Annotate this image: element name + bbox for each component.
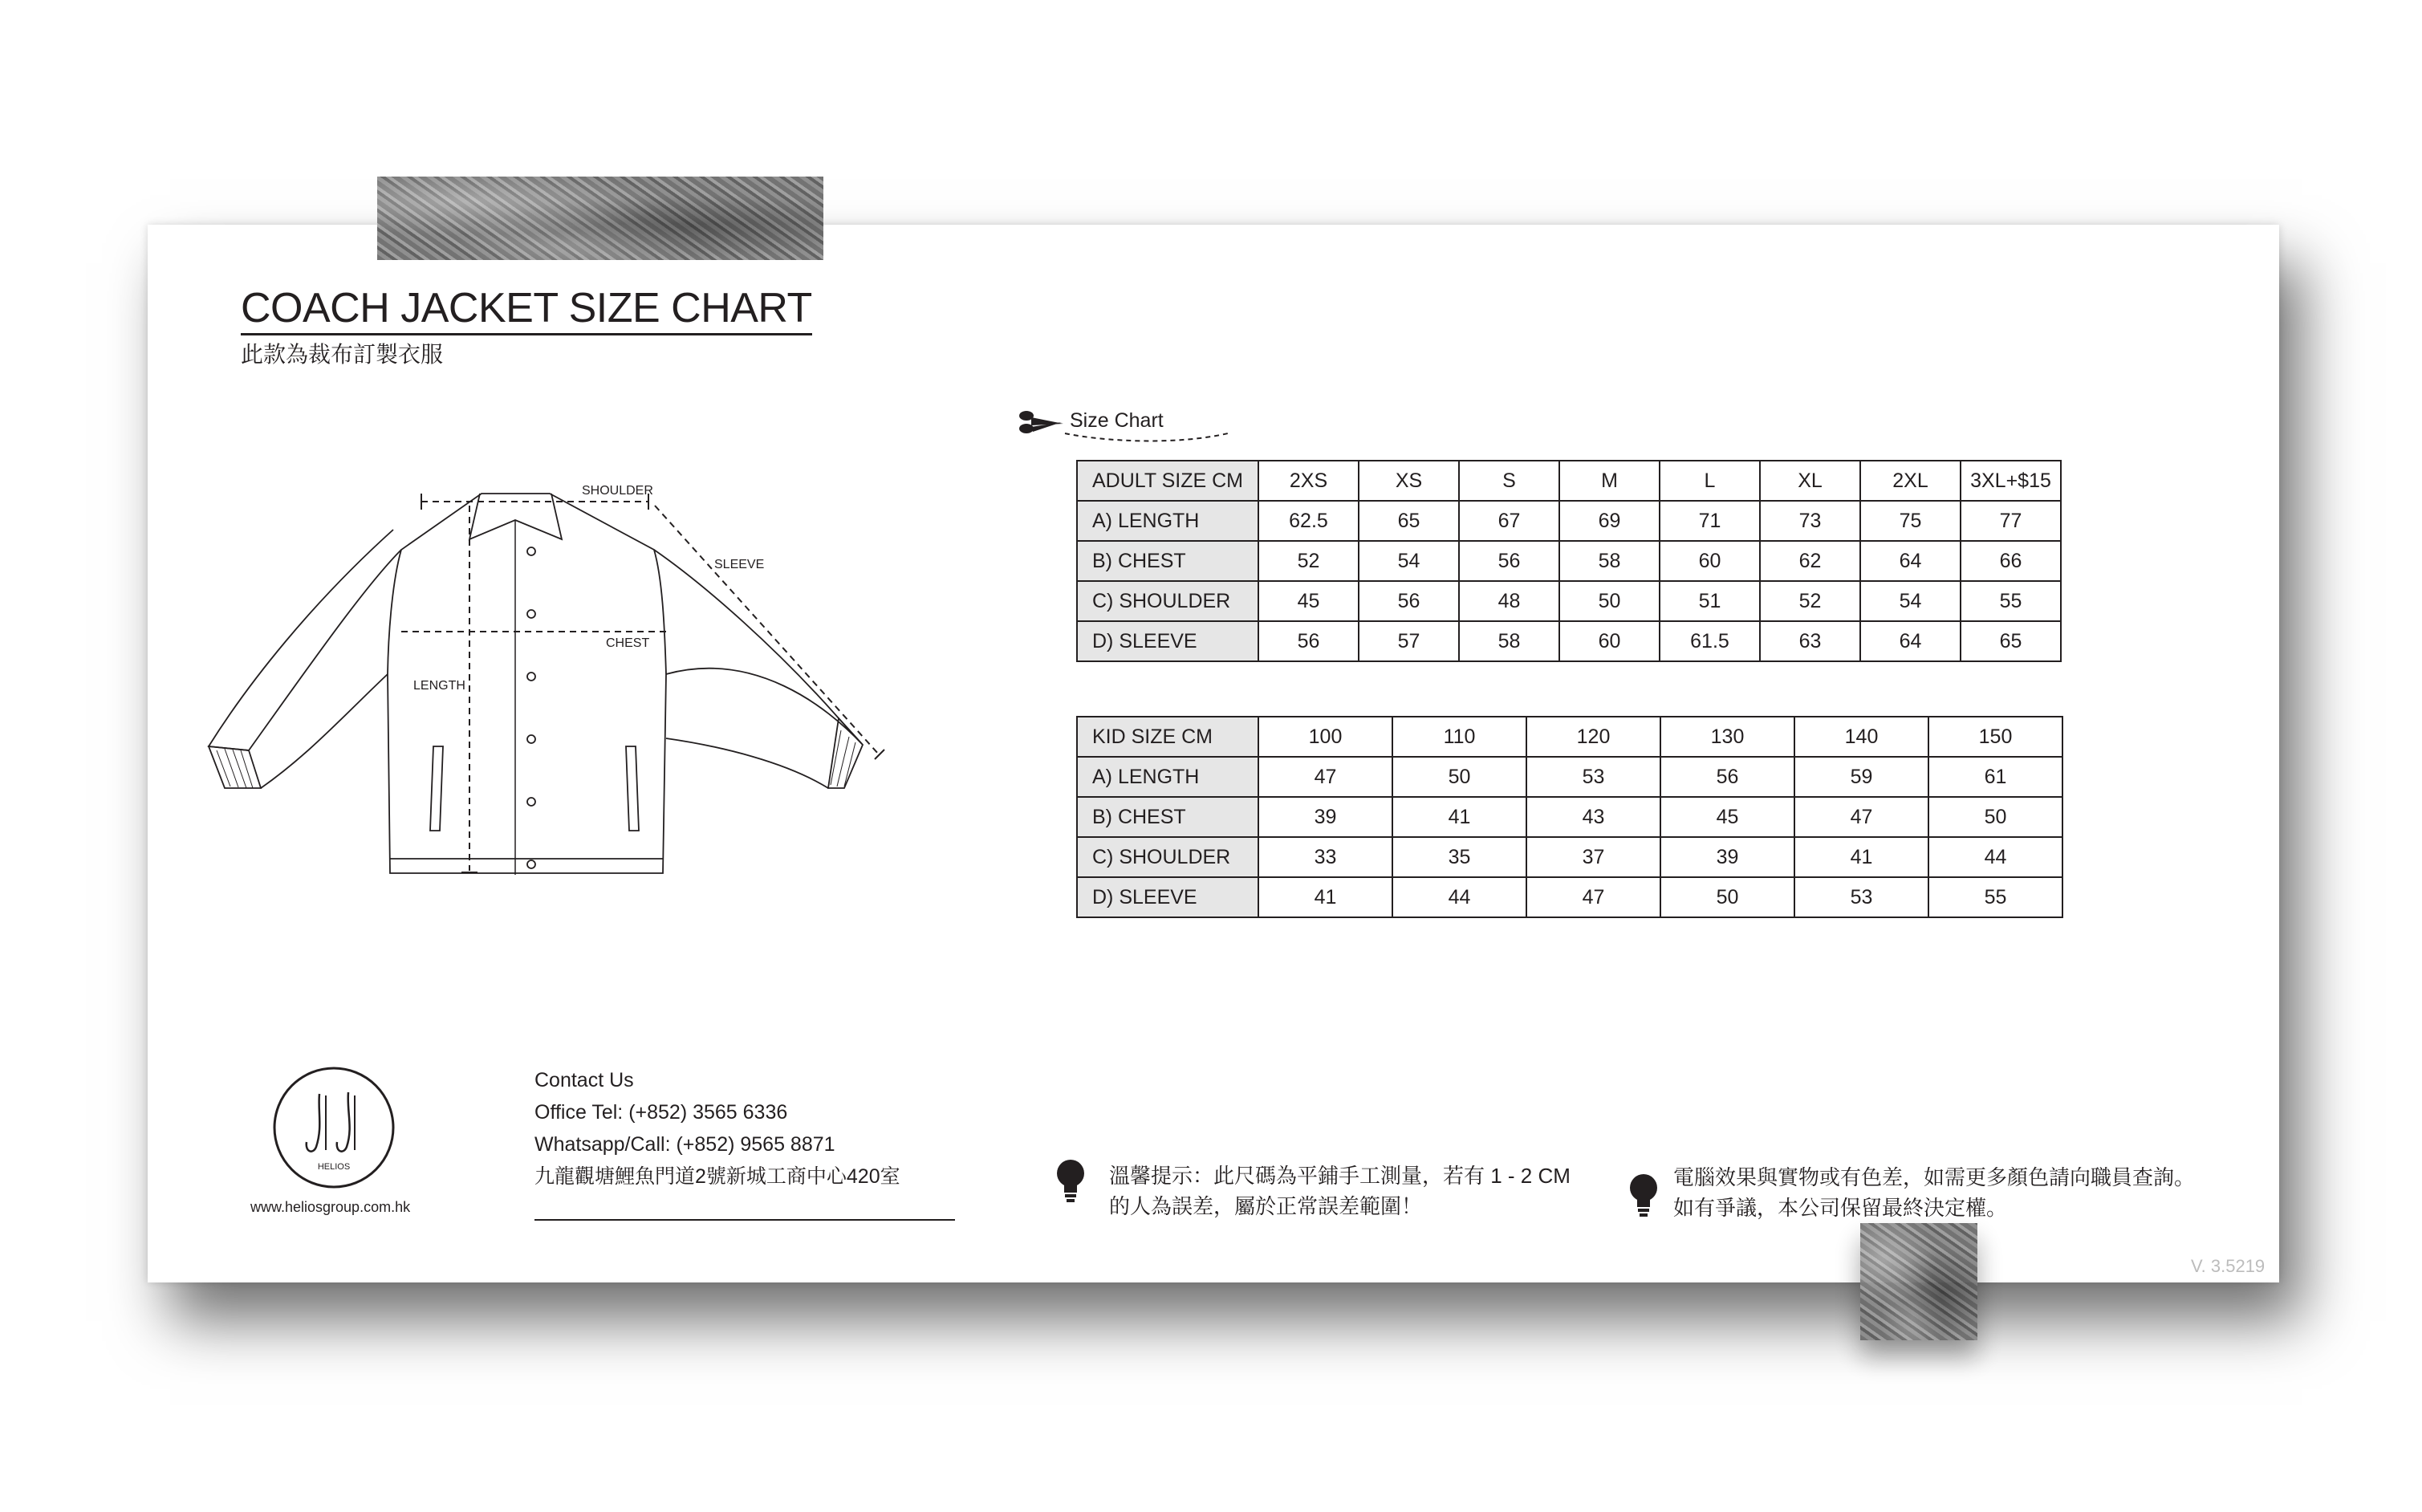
table-header-cell: XS	[1359, 461, 1459, 501]
kid-table-header	[1077, 717, 2062, 757]
table-cell: 61.5	[1660, 621, 1760, 661]
table-cell: 53	[1526, 757, 1660, 797]
chest-label: CHEST	[606, 636, 650, 650]
color-disclaimer-note	[1673, 1162, 2195, 1223]
table-cell: 33	[1258, 837, 1392, 877]
table-header-cell: M	[1559, 461, 1660, 501]
table-header-cell: 140	[1794, 717, 1928, 757]
table-cell: 50	[1928, 797, 2062, 837]
table-cell: 56	[1359, 581, 1459, 621]
table-cell: 44	[1392, 877, 1526, 917]
table-cell: 52	[1760, 581, 1860, 621]
note-line: 的人為誤差，屬於正常誤差範圍！	[1109, 1194, 1423, 1218]
table-header-cell: 2XL	[1860, 461, 1961, 501]
table-cell: 61	[1928, 757, 2062, 797]
table-cell: 55	[1928, 877, 2062, 917]
table-cell: 35	[1392, 837, 1526, 877]
table-cell: 62	[1760, 541, 1860, 581]
jacket-diagram	[193, 474, 899, 891]
note-line: 溫馨提示：此尺碼為平鋪手工測量，若有 1 - 2 CM	[1109, 1164, 1571, 1188]
table-cell: 45	[1660, 797, 1794, 837]
table-cell: 66	[1961, 541, 2061, 581]
table-header-cell: 130	[1660, 717, 1794, 757]
lightbulb-icon	[1626, 1172, 1661, 1220]
size-chart-heading	[1015, 401, 1240, 449]
size-chart-label: Size Chart	[1070, 409, 1164, 432]
adult-table-header	[1077, 461, 2061, 501]
table-cell: 50	[1559, 581, 1660, 621]
table-cell: 69	[1559, 501, 1660, 541]
table-cell: 62.5	[1258, 501, 1359, 541]
table-row	[1077, 877, 2062, 917]
adult-size-table	[1076, 460, 2062, 662]
page-subtitle: 此款為裁布訂製衣服	[241, 342, 444, 367]
table-header-cell: ADULT SIZE CM	[1077, 461, 1258, 501]
table-header-cell: L	[1660, 461, 1760, 501]
contact-divider	[534, 1219, 955, 1221]
contact-block	[534, 1064, 900, 1193]
table-cell: 56	[1660, 757, 1794, 797]
table-cell: 52	[1258, 541, 1359, 581]
table-cell: 56	[1258, 621, 1359, 661]
table-cell: 71	[1660, 501, 1760, 541]
row-label: C) SHOULDER	[1077, 837, 1258, 877]
table-row	[1077, 621, 2061, 661]
website-link[interactable]: www.heliosgroup.com.hk	[250, 1199, 411, 1215]
table-cell: 65	[1359, 501, 1459, 541]
table-cell: 50	[1660, 877, 1794, 917]
table-cell: 44	[1928, 837, 2062, 877]
table-header-cell: 2XS	[1258, 461, 1359, 501]
length-label: LENGTH	[413, 679, 465, 693]
table-header-cell: 110	[1392, 717, 1526, 757]
table-header-cell: 3XL+$15	[1961, 461, 2061, 501]
shoulder-label: SHOULDER	[582, 484, 653, 498]
table-cell: 41	[1794, 837, 1928, 877]
row-label: A) LENGTH	[1077, 757, 1258, 797]
table-cell: 67	[1459, 501, 1559, 541]
table-cell: 45	[1258, 581, 1359, 621]
table-cell: 75	[1860, 501, 1961, 541]
row-label: D) SLEEVE	[1077, 877, 1258, 917]
table-cell: 58	[1559, 541, 1660, 581]
table-cell: 43	[1526, 797, 1660, 837]
table-cell: 39	[1258, 797, 1392, 837]
table-cell: 54	[1359, 541, 1459, 581]
table-header-cell: 120	[1526, 717, 1660, 757]
table-cell: 47	[1258, 757, 1392, 797]
table-cell: 41	[1258, 877, 1392, 917]
lightbulb-icon	[1053, 1157, 1088, 1205]
row-label: D) SLEEVE	[1077, 621, 1258, 661]
table-cell: 57	[1359, 621, 1459, 661]
table-cell: 58	[1459, 621, 1559, 661]
table-cell: 39	[1660, 837, 1794, 877]
version-label: V. 3.5219	[2191, 1256, 2266, 1276]
table-header-cell: S	[1459, 461, 1559, 501]
table-cell: 41	[1392, 797, 1526, 837]
table-cell: 56	[1459, 541, 1559, 581]
row-label: C) SHOULDER	[1077, 581, 1258, 621]
table-header-cell: 100	[1258, 717, 1392, 757]
logo-text: HELIOS	[317, 1162, 351, 1172]
table-cell: 60	[1559, 621, 1660, 661]
table-header-cell: 150	[1928, 717, 2062, 757]
table-cell: 65	[1961, 621, 2061, 661]
row-label: B) CHEST	[1077, 541, 1258, 581]
table-row	[1077, 541, 2061, 581]
row-label: B) CHEST	[1077, 797, 1258, 837]
table-cell: 50	[1392, 757, 1526, 797]
helios-logo	[270, 1063, 398, 1192]
kid-size-table	[1076, 716, 2063, 918]
table-cell: 53	[1794, 877, 1928, 917]
row-label: A) LENGTH	[1077, 501, 1258, 541]
table-cell: 47	[1794, 797, 1928, 837]
table-row	[1077, 581, 2061, 621]
table-cell: 55	[1961, 581, 2061, 621]
table-cell: 73	[1760, 501, 1860, 541]
table-cell: 37	[1526, 837, 1660, 877]
table-cell: 48	[1459, 581, 1559, 621]
table-cell: 64	[1860, 621, 1961, 661]
table-row	[1077, 757, 2062, 797]
note-line: 如有爭議，本公司保留最終決定權。	[1673, 1196, 2008, 1220]
table-row	[1077, 501, 2061, 541]
table-row	[1077, 797, 2062, 837]
sleeve-label: SLEEVE	[714, 558, 765, 571]
table-cell: 59	[1794, 757, 1928, 797]
table-cell: 54	[1860, 581, 1961, 621]
page-title: COACH JACKET SIZE CHART	[241, 285, 812, 335]
office-phone: Office Tel: (+852) 3565 6336	[534, 1101, 788, 1124]
tape-decoration-bottom	[1860, 1223, 1977, 1340]
address: 九龍觀塘鯉魚門道2號新城工商中心420室	[534, 1165, 900, 1188]
note-line: 電腦效果與實物或有色差，如需更多顏色請向職員查詢。	[1673, 1165, 2196, 1189]
measurement-note	[1109, 1160, 1571, 1221]
table-header-cell: KID SIZE CM	[1077, 717, 1258, 757]
table-cell: 60	[1660, 541, 1760, 581]
table-cell: 64	[1860, 541, 1961, 581]
table-row	[1077, 837, 2062, 877]
table-cell: 47	[1526, 877, 1660, 917]
whatsapp-phone: Whatsapp/Call: (+852) 9565 8871	[534, 1133, 835, 1156]
tape-decoration-top	[377, 177, 823, 260]
table-cell: 77	[1961, 501, 2061, 541]
table-cell: 51	[1660, 581, 1760, 621]
table-cell: 63	[1760, 621, 1860, 661]
contact-heading: Contact Us	[534, 1069, 634, 1091]
table-header-cell: XL	[1760, 461, 1860, 501]
